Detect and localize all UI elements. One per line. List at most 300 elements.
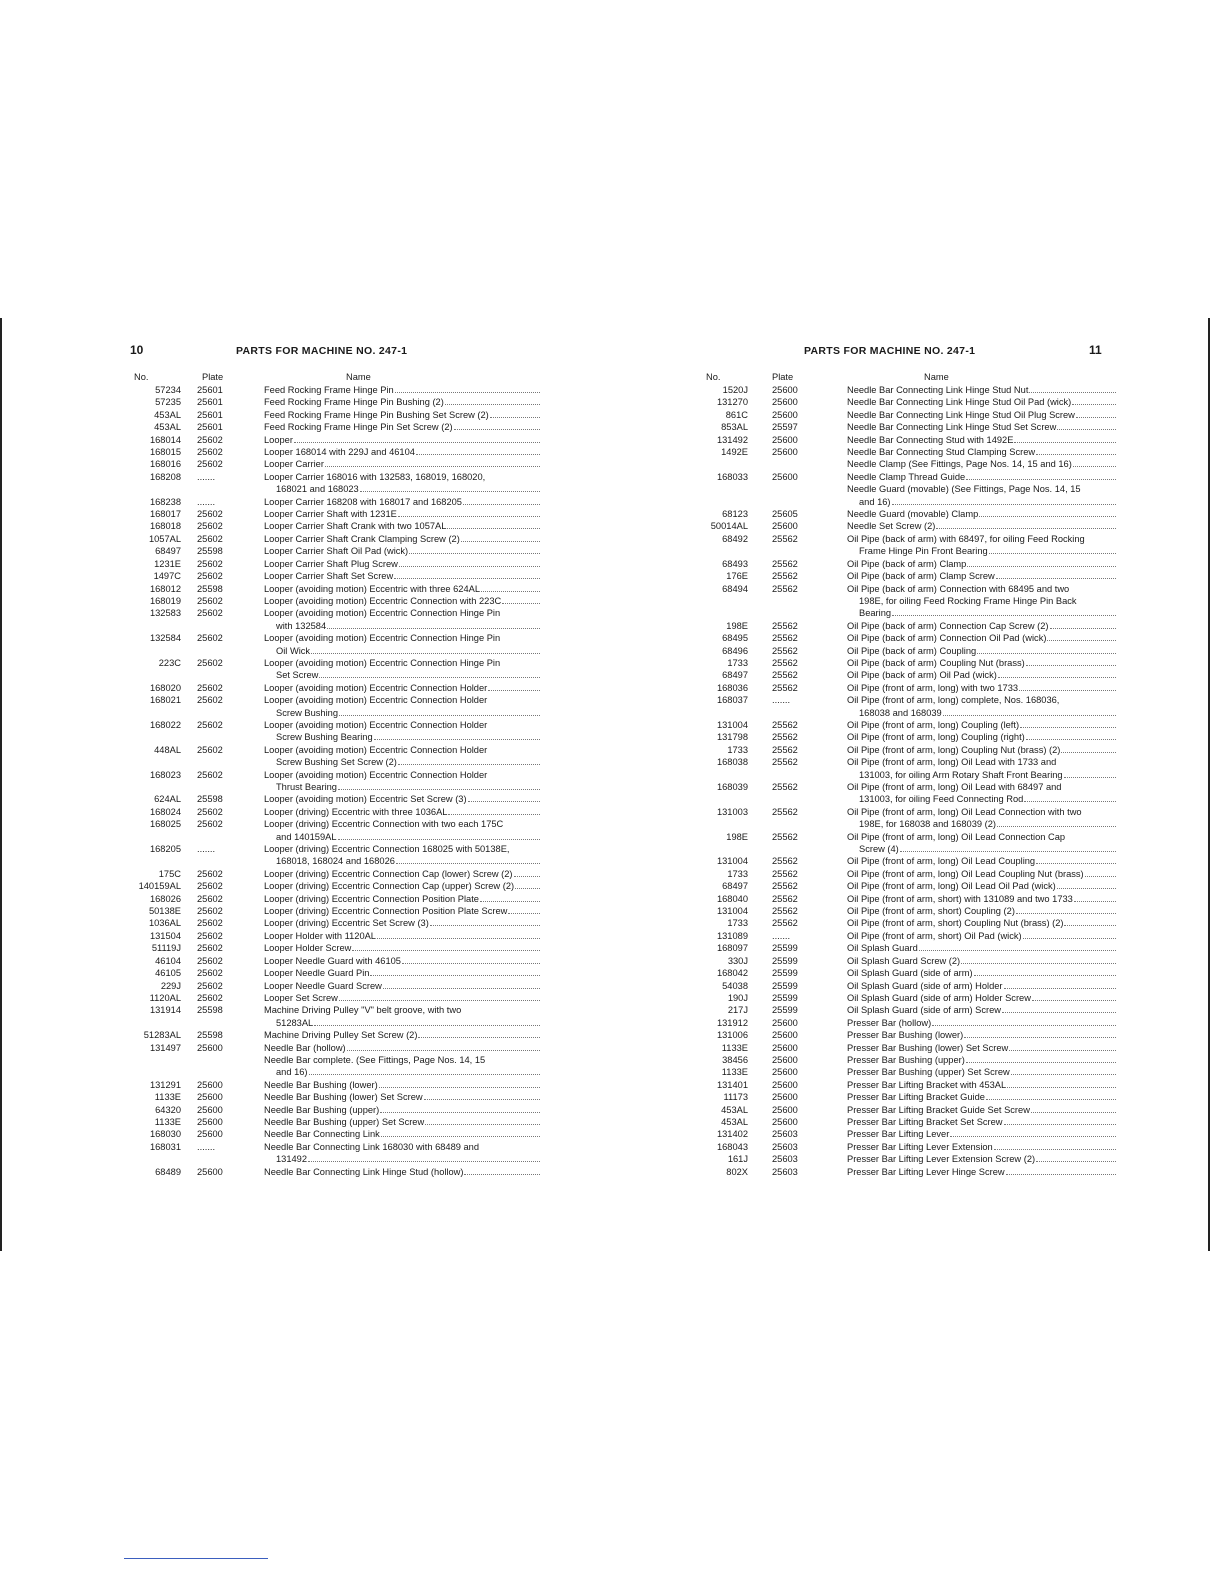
dot-leader (463, 504, 540, 505)
part-row (692, 669, 1120, 681)
part-number: 68497 (722, 881, 748, 892)
part-name (847, 955, 1120, 967)
part-name-text: Oil Pipe (front of arm, long) Oil Lead Connection Cap (847, 831, 1066, 842)
part-name (264, 396, 544, 408)
dot-leader (360, 491, 540, 492)
plate-number: 25603 (772, 1166, 798, 1177)
part-name-text: 131003, for oiling Feed Connecting Rod (859, 794, 1024, 805)
part-name-text: Looper (driving) Eccentric Connection Position Plate (264, 893, 479, 904)
part-name-text: Needle Set Screw (2) (847, 521, 936, 532)
part-name (847, 632, 1120, 644)
part-name-text: Presser Bar Bushing (lower) Set Screw (847, 1042, 1009, 1053)
part-name (264, 868, 544, 880)
part-name-text: Oil Pipe (back of arm) Connection Oil Pad (wick) (847, 633, 1047, 644)
dot-leader (399, 566, 540, 567)
part-name-line (847, 1141, 1120, 1153)
dot-leader (1073, 466, 1116, 467)
plate-number: 25603 (772, 1129, 798, 1140)
part-name-text: Oil Pipe (back of arm) Coupling (847, 645, 977, 656)
dot-leader (950, 1136, 1116, 1137)
part-name-text: Looper (264, 434, 293, 445)
part-name (264, 1029, 544, 1041)
dot-leader (892, 615, 1116, 616)
part-name (264, 769, 544, 794)
part-name-line (264, 595, 544, 607)
part-row (692, 1141, 1120, 1153)
part-name-line (264, 707, 544, 719)
part-name (847, 682, 1120, 694)
part-number: 168038 (716, 757, 748, 768)
part-name (264, 719, 544, 744)
part-row (124, 682, 544, 694)
part-row (692, 520, 1120, 532)
part-name-text: Oil Pipe (back of arm) Coupling Nut (brass) (847, 657, 1025, 668)
part-row (124, 1091, 544, 1103)
part-name (847, 880, 1120, 892)
part-name-line (264, 384, 544, 396)
dot-leader (1057, 888, 1116, 889)
part-number: 168031 (149, 1141, 181, 1152)
part-name-line (847, 1128, 1120, 1140)
dot-leader (379, 1087, 540, 1088)
part-number: 64320 (155, 1104, 181, 1115)
part-name-text: Oil Pipe (front of arm, long) Oil Lead Coupling (847, 856, 1036, 867)
plate-number: 25602 (197, 459, 223, 470)
part-name (847, 719, 1120, 731)
header-name: Name (924, 372, 949, 382)
part-name-text: Oil Pipe (back of arm) Clamp (847, 558, 967, 569)
dot-leader (327, 628, 540, 629)
part-name-text: Oil Pipe (back of arm) with 68497, for oiling Feed Rocking (847, 533, 1085, 544)
part-name-line (847, 1042, 1120, 1054)
part-name-line (264, 955, 544, 967)
part-name-text: Presser Bar Lifting Bracket Guide Set Screw (847, 1104, 1030, 1115)
dot-leader (502, 603, 540, 604)
plate-number: 25601 (197, 409, 223, 420)
part-name-text: Presser Bar Bushing (lower) (847, 1030, 964, 1041)
part-name-line (264, 669, 544, 681)
part-name-text: Needle Bar Connecting Link Hinge Stud (hollow) (264, 1166, 464, 1177)
part-number: 168017 (149, 509, 181, 520)
part-name-line (264, 446, 544, 458)
part-name-line (847, 620, 1120, 632)
part-row (692, 421, 1120, 433)
part-row (692, 1042, 1120, 1054)
part-row (692, 930, 1120, 942)
part-row (692, 384, 1120, 396)
part-name-text: Oil Pipe (front of arm, short) with 131089 and two 1733 (847, 893, 1073, 904)
part-row (124, 1004, 544, 1029)
header-plate: Plate (772, 372, 794, 382)
part-name-text: and 140159AL (276, 831, 337, 842)
dot-leader (1031, 1112, 1116, 1113)
dot-leader (1047, 640, 1116, 641)
part-name-line (847, 1029, 1120, 1041)
part-name-line (264, 657, 544, 669)
part-row (692, 508, 1120, 520)
part-name-line (847, 930, 1120, 942)
part-name-line (847, 595, 1120, 607)
part-name-line (847, 942, 1120, 954)
part-name (264, 1054, 544, 1079)
header-plate: Plate (202, 372, 224, 382)
part-name-line (264, 1141, 544, 1153)
part-row (124, 1128, 544, 1140)
part-name-text: Presser Bar Lifting Lever Hinge Screw (847, 1166, 1005, 1177)
part-name-line (847, 1066, 1120, 1078)
part-name (847, 1004, 1120, 1016)
part-row (692, 831, 1120, 856)
dot-leader (1026, 739, 1116, 740)
part-name-text: Presser Bar Lifting Lever (847, 1129, 950, 1140)
dot-leader (900, 851, 1116, 852)
part-row (692, 1029, 1120, 1041)
part-name-text: Looper Carrier Shaft Plug Screw (264, 558, 398, 569)
dot-leader (936, 528, 1116, 529)
dot-leader (409, 553, 540, 554)
part-row (692, 1153, 1120, 1165)
part-row (124, 421, 544, 433)
dot-leader (1076, 417, 1116, 418)
part-number: 229J (160, 980, 181, 991)
part-name-text: Oil Wick (276, 645, 311, 656)
dot-leader (1085, 876, 1116, 877)
dot-leader (1036, 454, 1116, 455)
part-number: 168020 (149, 682, 181, 693)
part-number: 168238 (149, 496, 181, 507)
part-number: 223C (158, 657, 181, 668)
part-name-line (264, 483, 544, 495)
dot-leader (998, 677, 1116, 678)
part-name-line (264, 520, 544, 532)
part-name-line (847, 496, 1120, 508)
part-name-line (847, 434, 1120, 446)
part-name (264, 409, 544, 421)
part-name-line (264, 632, 544, 644)
part-row (124, 446, 544, 458)
column-headers (124, 371, 544, 384)
part-name-line (847, 583, 1120, 595)
plate-number: 25603 (772, 1154, 798, 1165)
part-row (124, 793, 544, 805)
part-name-line (264, 682, 544, 694)
part-row (692, 446, 1120, 458)
plate-number: 25605 (772, 509, 798, 520)
part-row (692, 434, 1120, 446)
part-name-text: Oil Pipe (front of arm, short) Coupling Nut (brass) (2) (847, 918, 1064, 929)
part-row (692, 744, 1120, 756)
part-name-line (264, 1004, 544, 1016)
part-name (847, 893, 1120, 905)
part-name-text: Oil Pipe (front of arm, long) Oil Lead Coupling Nut (brass) (847, 868, 1084, 879)
part-number: 168042 (716, 968, 748, 979)
plate-number: 25598 (197, 583, 223, 594)
part-name-line (847, 632, 1120, 644)
part-number: 1733 (727, 918, 748, 929)
page-number-right: 11 (1089, 343, 1102, 357)
plate-number: 25600 (197, 1092, 223, 1103)
part-name-line (264, 471, 544, 483)
part-name (264, 508, 544, 520)
part-number: 68489 (155, 1166, 181, 1177)
part-name-text: Looper (avoiding motion) Eccentric with three 624AL (264, 583, 481, 594)
part-name-line (264, 967, 544, 979)
part-name-text: 168038 and 168039 (859, 707, 942, 718)
part-name-text: Looper (avoiding motion) Eccentric Connection Holder (264, 682, 488, 693)
part-name (264, 1091, 544, 1103)
part-name-line (264, 843, 544, 855)
dot-leader (1064, 777, 1116, 778)
column-headers (692, 371, 1120, 384)
dot-leader (966, 1062, 1116, 1063)
part-name-line (847, 744, 1120, 756)
part-name-line (264, 1116, 544, 1128)
part-number: 168097 (716, 943, 748, 954)
plate-number: 25602 (197, 806, 223, 817)
part-name (264, 533, 544, 545)
dot-leader (989, 553, 1116, 554)
part-row (692, 657, 1120, 669)
plate-number: 25600 (772, 1017, 798, 1028)
part-number: 131004 (716, 719, 748, 730)
part-row (692, 806, 1120, 831)
part-number: 68497 (722, 670, 748, 681)
part-name-line (847, 905, 1120, 917)
part-name-line (847, 781, 1120, 793)
part-name (264, 446, 544, 458)
part-row (124, 508, 544, 520)
plate-number: 25602 (197, 992, 223, 1003)
part-name (264, 893, 544, 905)
header-no: No. (706, 372, 721, 382)
part-name-line (264, 570, 544, 582)
part-row (692, 458, 1120, 470)
plate-number: 25562 (772, 558, 798, 569)
part-number: 131402 (716, 1129, 748, 1140)
part-name-line (847, 645, 1120, 657)
part-row (692, 719, 1120, 731)
part-name-text: Presser Bar Bushing (upper) Set Screw (847, 1067, 1010, 1078)
part-row (692, 1054, 1120, 1066)
dot-leader (1011, 1074, 1116, 1075)
part-number: 453AL (721, 1104, 748, 1115)
part-name-text: Machine Driving Pulley "V" belt groove, with two (264, 1005, 462, 1016)
part-name (264, 1004, 544, 1029)
part-name (264, 843, 544, 868)
part-name-line (264, 607, 544, 619)
part-name-line (847, 955, 1120, 967)
part-name-line (264, 496, 544, 508)
dot-leader (964, 1037, 1116, 1038)
part-name-text: Oil Pipe (back of arm) Clamp Screw (847, 571, 995, 582)
part-name-line (847, 1153, 1120, 1165)
plate-number: 25602 (197, 769, 223, 780)
part-name-line (264, 905, 544, 917)
plate-number: ....... (197, 1141, 216, 1152)
plate-number: 25602 (197, 943, 223, 954)
part-name (847, 1091, 1120, 1103)
dot-leader (932, 1025, 1116, 1026)
part-name-line (264, 880, 544, 892)
part-row (692, 620, 1120, 632)
part-row (124, 1042, 544, 1054)
part-name-line (847, 818, 1120, 830)
dot-leader (396, 863, 540, 864)
part-name-text: Needle Bar (hollow) (264, 1042, 346, 1053)
part-number: 57234 (155, 385, 181, 395)
dot-leader (311, 653, 540, 654)
dot-leader (1036, 863, 1116, 864)
dot-leader (1050, 628, 1116, 629)
plate-number: 25562 (772, 670, 798, 681)
part-name-line (847, 769, 1120, 781)
part-name-line (847, 1091, 1120, 1103)
part-row (692, 570, 1120, 582)
part-name (264, 421, 544, 433)
part-row (124, 967, 544, 979)
plate-number: 25600 (772, 447, 798, 458)
part-name-text: Feed Rocking Frame Hinge Pin Bushing (2) (264, 397, 444, 408)
part-name (264, 1166, 544, 1178)
plate-number: 25600 (197, 1166, 223, 1177)
part-name-line (264, 583, 544, 595)
dot-leader (514, 876, 540, 877)
dot-leader (1024, 801, 1116, 802)
part-name-text: Looper (driving) Eccentric Connection Cap (lower) Screw (2) (264, 868, 513, 879)
part-name (847, 434, 1120, 446)
part-number: 168021 (149, 695, 181, 706)
dot-leader (919, 950, 1116, 951)
part-row (692, 917, 1120, 929)
part-name-text: Screw Bushing Bearing (276, 732, 373, 743)
page-number-left: 10 (130, 343, 144, 357)
plate-number: 25562 (772, 806, 798, 817)
part-name-line (264, 1017, 544, 1029)
part-row (692, 880, 1120, 892)
dot-leader (416, 454, 540, 455)
dot-leader (1036, 1161, 1116, 1162)
part-name-text: Oil Pipe (front of arm, long) complete, Nos. 168036, (847, 695, 1060, 706)
dot-leader (380, 1112, 540, 1113)
part-name-line (847, 793, 1120, 805)
part-name-line (847, 533, 1120, 545)
part-name-text: Looper (driving) Eccentric Connection Position Plate Screw (264, 906, 508, 917)
part-name (847, 583, 1120, 620)
part-name-text: 198E, for 168038 and 168039 (2) (859, 819, 996, 830)
plate-number: 25562 (772, 645, 798, 656)
dot-leader (1072, 404, 1116, 405)
part-number: 131912 (716, 1017, 748, 1028)
part-row (124, 570, 544, 582)
plate-number: 25562 (772, 906, 798, 917)
plate-number: 25600 (772, 1067, 798, 1078)
plate-number: ....... (772, 695, 791, 706)
part-row (692, 942, 1120, 954)
part-number: 168036 (716, 682, 748, 693)
dot-leader (1019, 690, 1116, 691)
dot-leader (445, 404, 540, 405)
part-name-line (264, 1054, 544, 1066)
part-name-text: Oil Pipe (front of arm, long) Oil Lead Oil Pad (wick) (847, 881, 1056, 892)
part-number: 51119J (151, 943, 181, 954)
parts-list-right (692, 371, 1120, 1178)
part-name (847, 694, 1120, 719)
plate-number: 25600 (772, 1042, 798, 1053)
dot-leader (425, 1124, 540, 1125)
part-row (692, 409, 1120, 421)
part-name-text: Looper (avoiding motion) Eccentric Connection with 223C (264, 595, 502, 606)
part-number: 132584 (149, 633, 181, 644)
part-row (692, 1104, 1120, 1116)
part-number: 168205 (149, 844, 181, 855)
part-name-line (264, 1079, 544, 1091)
dot-leader (314, 1025, 540, 1026)
part-name (847, 1029, 1120, 1041)
part-name (264, 384, 544, 396)
plate-number: 25562 (772, 757, 798, 768)
part-name-text: Needle Bar Connecting Link Hinge Stud Set Screw (847, 422, 1057, 433)
dot-leader (480, 901, 540, 902)
part-number: 131270 (716, 397, 748, 408)
part-number: 68492 (722, 533, 748, 544)
plate-number: 25602 (197, 819, 223, 830)
part-name (264, 1141, 544, 1166)
part-name-line (264, 1066, 544, 1078)
part-number: 168208 (149, 471, 181, 482)
part-number: 131497 (149, 1042, 181, 1053)
part-name-text: 131003, for oiling Arm Rotary Shaft Front Bearing (859, 769, 1063, 780)
plate-number: 25562 (772, 868, 798, 879)
part-name (847, 1079, 1120, 1091)
part-name-text: 198E, for oiling Feed Rocking Frame Hinge Pin Back (859, 595, 1077, 606)
part-name-line (847, 570, 1120, 582)
part-row (124, 769, 544, 794)
part-row (124, 632, 544, 657)
part-name-text: Oil Splash Guard (side of arm) (847, 968, 973, 979)
part-name-text: Needle Bar Connecting Link Hinge Stud Nut (847, 385, 1029, 395)
part-name-line (847, 1079, 1120, 1091)
plate-number: 25602 (197, 918, 223, 929)
part-number: 131492 (716, 434, 748, 445)
part-row (692, 1004, 1120, 1016)
part-name-text: Looper (avoiding motion) Eccentric Connection Holder (264, 769, 488, 780)
dot-leader (338, 789, 540, 790)
part-name-text: Needle Clamp Thread Guide (847, 471, 966, 482)
plate-number: 25602 (197, 533, 223, 544)
part-row (692, 955, 1120, 967)
plate-number: 25602 (197, 719, 223, 730)
part-name-text: Oil Splash Guard (side of arm) Holder (847, 980, 1003, 991)
part-number: 11173 (723, 1092, 748, 1103)
plate-number: 25600 (197, 1129, 223, 1140)
part-name (847, 1104, 1120, 1116)
dot-leader (418, 1037, 540, 1038)
dot-leader (347, 1050, 540, 1051)
part-name-text: Needle Bar Bushing (upper) (264, 1104, 380, 1115)
plate-number: 25562 (772, 744, 798, 755)
part-row (124, 818, 544, 843)
part-name-line (264, 434, 544, 446)
part-number: 1133E (721, 1042, 748, 1053)
part-number: 131006 (716, 1030, 748, 1041)
part-number: 198E (726, 620, 748, 631)
plate-number: 25598 (197, 794, 223, 805)
part-name-text: Oil Pipe (front of arm, long) Oil Lead Connection with two (847, 806, 1082, 817)
part-name (264, 471, 544, 496)
part-name-line (847, 893, 1120, 905)
plate-number: 25602 (197, 893, 223, 904)
part-name-text: Oil Pipe (back of arm) Oil Pad (wick) (847, 670, 997, 681)
